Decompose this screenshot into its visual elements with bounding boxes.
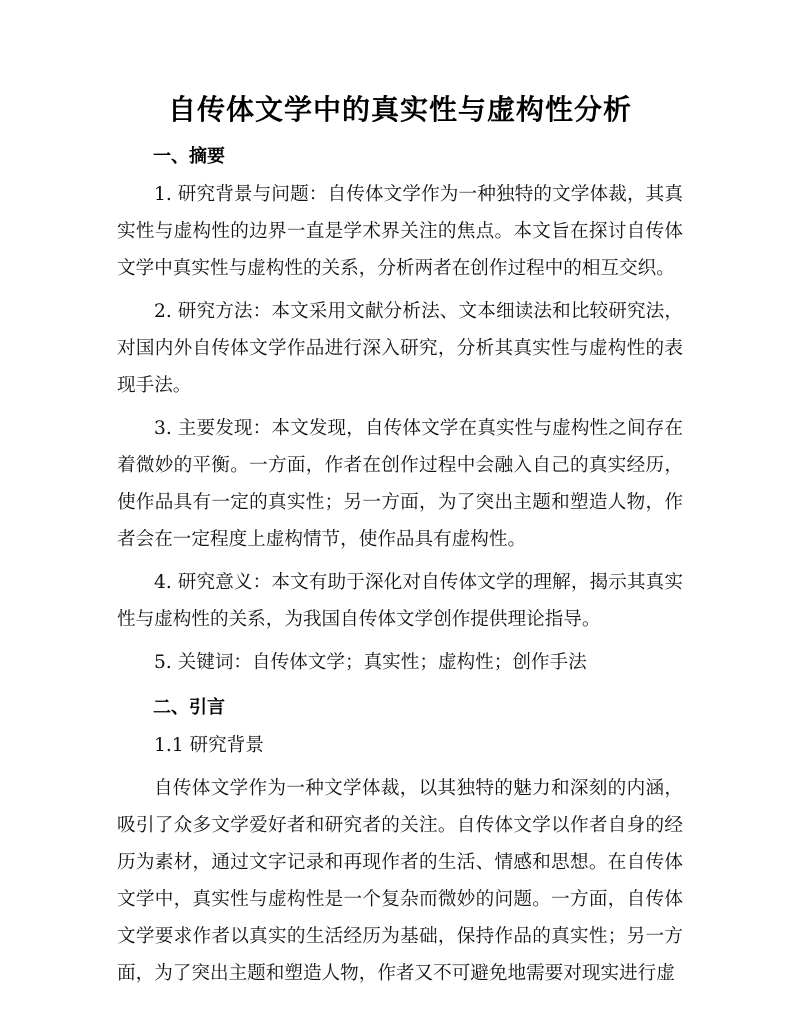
section-heading-introduction: 二、引言	[153, 697, 225, 718]
abstract-paragraph-1: 1. 研究背景与问题：自传体文学作为一种独特的文学体裁，其真实性与虚构性的边界一直是学术界关注的焦点。本文旨在探讨自传体文学中真实性与虚构性的关系，分析两者在创作过程中的相互交织。	[117, 184, 683, 279]
document-page	[117, 90, 683, 992]
section-heading-abstract: 一、摘要	[153, 146, 225, 167]
introduction-paragraph-1: 自传体文学作为一种文学体裁，以其独特的魅力和深刻的内涵，吸引了众多文学爱好者和研究者的关注。自传体文学以作者自身的经历为素材，通过文字记录和再现作者的生活、情感和思想。在自传体文学中，真实性与虚构性是一个复杂而微妙的问题。一方面，自传体文学要求作者以真实的生活经历为基础，保持作品的真实性；另一方面，为了突出主题和塑造人物，作者又不可避免地需要对现实进行虚	[117, 778, 683, 984]
subsection-heading-background: 1.1 研究背景	[154, 735, 264, 756]
abstract-keywords: 5. 关键词：自传体文学；真实性；虚构性；创作手法	[154, 652, 587, 673]
abstract-paragraph-4: 4. 研究意义：本文有助于深化对自传体文学的理解，揭示其真实性与虚构性的关系，为我国自传体文学创作提供理论指导。	[117, 572, 683, 630]
document-title: 自传体文学中的真实性与虚构性分析	[167, 93, 632, 126]
abstract-paragraph-2: 2. 研究方法：本文采用文献分析法、文本细读法和比较研究法，对国内外自传体文学作品进行深入研究，分析其真实性与虚构性的表现手法。	[117, 301, 683, 396]
abstract-paragraph-3: 3. 主要发现：本文发现，自传体文学在真实性与虚构性之间存在着微妙的平衡。一方面，作者在创作过程中会融入自己的真实经历，使作品具有一定的真实性；另一方面，为了突出主题和塑造人物，作者会在一定程度上虚构情节，使作品具有虚构性。	[117, 418, 683, 550]
